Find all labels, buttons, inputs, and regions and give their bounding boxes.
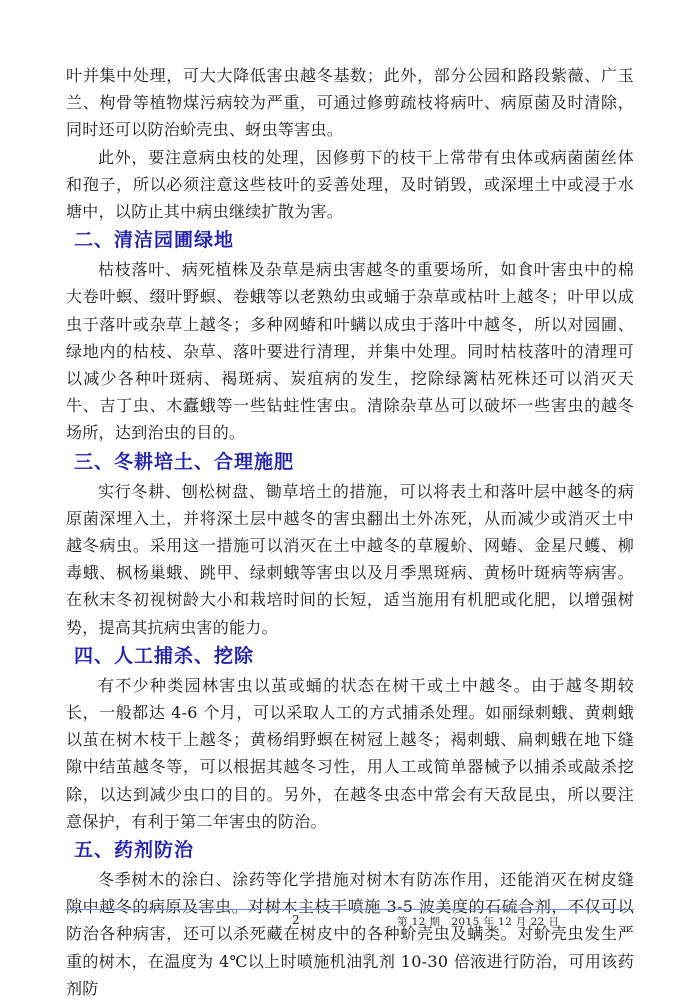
document-body [66, 62, 634, 1002]
paragraph-manual-removal: 有不少种类园林害虫以茧或蛹的状态在树干或土中越冬。由于越冬期较长，一般都达 4-6 个月，可以采取人工的方式捕杀处理。如丽绿刺蛾、黄刺蛾以茧在树木枝干上越冬；黄杨绢野螟在树冠上越冬；褐刺蛾、扁刺蛾在地下缝隙中结茧越冬等，可以根据其越冬习性，用人工或简单器械予以捕杀或敲杀挖除，以达到减少虫口的目的。另外，在越冬虫态中常会有天敌昆虫，所以要注意保护，有利于第二年害虫的防治。 [66, 675, 634, 831]
section-heading-clean-garden: 二、清洁园圃绿地 [74, 229, 235, 252]
section-heading-manual-removal: 四、人工捕杀、挖除 [74, 644, 255, 667]
page-number: 2 [292, 913, 300, 927]
paragraph-chemical-control: 冬季树木的涂白、涂药等化学措施对树木有防冻作用，还能消灭在树皮缝隙中越冬的病原及害虫。对树木主枝干喷施 3-5 波美度的石硫合剂，不仅可以防治各种病害，还可以杀死藏在树皮中的各种蚧壳虫及螨类。对蚧壳虫发生严重的树木，在温度为 4℃以上时喷施机油乳剂 10-30 倍液进行防治，可用该药剂防 [66, 870, 634, 998]
paragraph-tillage-fertilize: 实行冬耕、刨松树盘、锄草培土的措施，可以将表土和落叶层中越冬的病原菌深埋入土，并将深土层中越冬的害虫翻出土外冻死，从而减少或消灭土中越冬病虫。采用这一措施可以消灭在土中越冬的草履蚧、网蝽、金星尺蠖、柳毒蛾、枫杨巢蛾、跳甲、绿刺蛾等害虫以及月季黑斑病、黄杨叶斑病等病害。在秋末冬初视树龄大小和栽培时间的长短，适当施用有机肥或化肥，以增强树势，提高其抗病虫害的能力。 [66, 481, 634, 637]
paragraph-continued: 叶并集中处理，可大大降低害虫越冬基数；此外，部分公园和路段紫薇、广玉兰、枸骨等植物煤污病较为严重，可通过修剪疏枝将病叶、病原菌及时清除，同时还可以防治蚧壳虫、蚜虫等害虫。 [66, 66, 634, 140]
section-heading-chemical-control: 五、药剂防治 [74, 839, 195, 862]
footer-rule [66, 909, 634, 910]
section-heading-tillage-fertilize: 三、冬耕培土、合理施肥 [74, 450, 295, 473]
paragraph-clean-garden: 枯枝落叶、病死植株及杂草是病虫害越冬的重要场所，如食叶害虫中的棉大卷叶螟、缀叶野螟、卷蛾等以老熟幼虫或蛹于杂草或枯叶上越冬；叶甲以成虫于落叶或杂草上越冬；多种网蝽和叶螨以成虫于落叶中越冬，所以对园圃、绿地内的枯枝、杂草、落叶要进行清理，并集中处理。同时枯枝落叶的清理可以减少各种叶斑病、褐斑病、炭疽病的发生，挖除绿篱枯死株还可以消灭天牛、吉丁虫、木蠹蛾等一些钻蛀性害虫。清除杂草丛可以破坏一些害虫的越冬场所，达到治虫的目的。 [66, 260, 634, 443]
paragraph-pest-branches: 此外，要注意病虫枝的处理，因修剪下的枝干上常带有虫体或病菌菌丝体和孢子，所以必须注意这些枝叶的妥善处理，及时销毁，或深埋土中或浸于水塘中，以防止其中病虫继续扩散为害。 [66, 147, 634, 222]
issue-date: 第 12 期 2015 年 12 月 22 日 [397, 916, 560, 928]
